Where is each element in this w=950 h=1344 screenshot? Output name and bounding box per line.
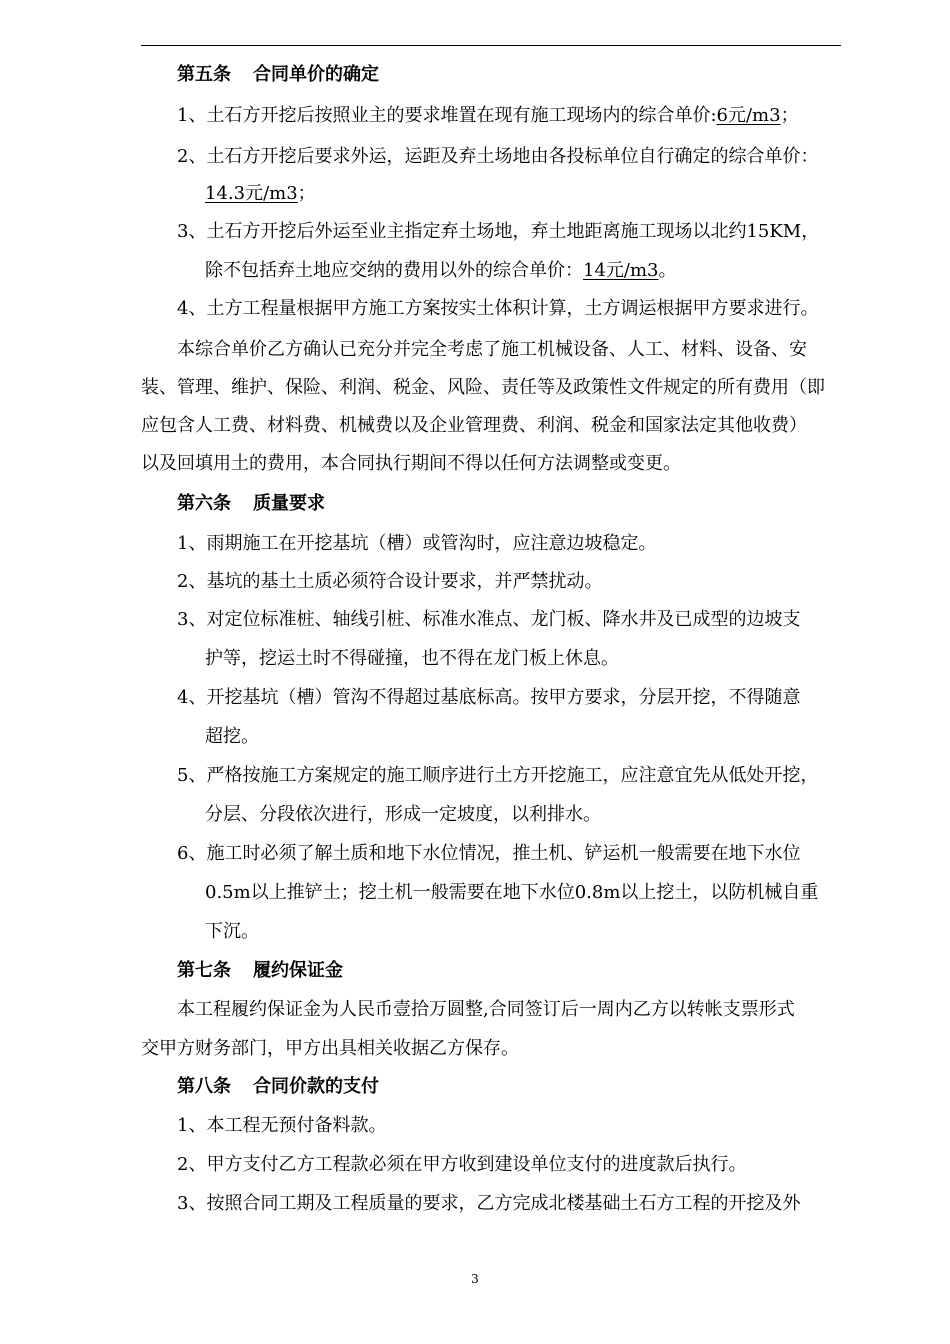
article6-item6-line1: 6、施工时必须了解土质和地下水位情况，推土机、铲运机一般需要在地下水位: [177, 843, 801, 864]
article8-item2: 2、甲方支付乙方工程款必须在甲方收到建设单位支付的进度款后执行。: [177, 1154, 747, 1175]
article6-item4-line2: 超挖。: [205, 726, 259, 747]
article5-item3-line2: [205, 259, 677, 283]
article5-para-line3: 应包含人工费、材料费、机械费以及企业管理费、利润、税金和国家法定其他收费）: [141, 415, 807, 436]
article5-item1-post: ；: [780, 105, 799, 126]
article5-item1-price: 6元/m3: [716, 105, 781, 126]
article5-item1-text: 1、土石方开挖后按照业主的要求堆置在现有施工现场内的综合单价:: [177, 105, 717, 126]
article5-item2-price: 14.3元/m3: [205, 183, 298, 204]
article5-item4: 4、土方工程量根据甲方施工方案按实土体积计算，土方调运根据甲方要求进行。: [177, 298, 819, 319]
article8-heading: [177, 1075, 379, 1099]
article5-item3-text: 除不包括弃土地应交纳的费用以外的综合单价：: [205, 260, 583, 281]
article6-item6-line2: 0.5m以上推铲土；挖土机一般需要在地下水位0.8m以上挖土，以防机械自重: [205, 882, 819, 903]
article5-item2-line1: 2、土石方开挖后要求外运，运距及弃土场地由各投标单位自行确定的综合单价：: [177, 146, 819, 167]
article6-item3-line2: 护等，挖运土时不得碰撞，也不得在龙门板上休息。: [205, 648, 619, 669]
article7-heading-num: 第七条: [177, 960, 231, 981]
article7-para-line1: 本工程履约保证金为人民币壹拾万圆整,合同签订后一周内乙方以转帐支票形式: [177, 999, 795, 1020]
article7-heading-title: 履约保证金: [253, 960, 343, 981]
article8-item1: 1、本工程无预付备料款。: [177, 1115, 387, 1136]
article5-item3-line1: 3、土石方开挖后外运至业主指定弃土场地，弃土地距离施工现场以北约15KM，: [177, 221, 820, 242]
article6-item2: 2、基坑的基土土质必须符合设计要求，并严禁扰动。: [177, 571, 603, 592]
article6-item5-line2: 分层、分段依次进行，形成一定坡度，以利排水。: [205, 804, 601, 825]
article6-item4-line1: 4、开挖基坑（槽）管沟不得超过基底标高。按甲方要求，分层开挖，不得随意: [177, 687, 801, 708]
article5-item3-price: 14元/m3: [583, 260, 659, 281]
article5-heading: [177, 63, 379, 87]
header-rule: [141, 45, 841, 46]
article6-item1: 1、雨期施工在开挖基坑（槽）或管沟时，应注意边坡稳定。: [177, 533, 657, 554]
article7-para-line2: 交甲方财务部门，甲方出具相关收据乙方保存。: [141, 1038, 519, 1059]
article5-item2-line2: [205, 182, 316, 206]
article6-item3-line1: 3、对定位标准桩、轴线引桩、标准水准点、龙门板、降水井及已成型的边坡支: [177, 609, 801, 630]
article5-item3-post: 。: [658, 260, 677, 281]
article5-item1: [177, 104, 799, 128]
article5-item2-post: ；: [297, 183, 316, 204]
article6-item6-line3: 下沉。: [205, 921, 259, 942]
article5-para-line4: 以及回填用土的费用，本合同执行期间不得以任何方法调整或变更。: [141, 453, 681, 474]
article7-heading: [177, 959, 343, 983]
article5-para-line2: 装、管理、维护、保险、利润、税金、风险、责任等及政策性文件规定的所有费用（即: [141, 377, 825, 398]
article8-heading-num: 第八条: [177, 1076, 231, 1097]
article6-heading-num: 第六条: [177, 493, 231, 514]
article5-heading-num: 第五条: [177, 64, 231, 85]
article8-heading-title: 合同价款的支付: [253, 1076, 379, 1097]
page-number: 3: [471, 1272, 479, 1286]
article6-item5-line1: 5、严格按施工方案规定的施工顺序进行土方开挖施工，应注意宜先从低处开挖，: [177, 765, 819, 786]
article6-heading-title: 质量要求: [253, 493, 325, 514]
article8-item3-line1: 3、按照合同工期及工程质量的要求，乙方完成北楼基础土石方工程的开挖及外: [177, 1193, 801, 1214]
article5-heading-title: 合同单价的确定: [253, 64, 379, 85]
article5-para-line1: 本综合单价乙方确认已充分并完全考虑了施工机械设备、人工、材料、设备、安: [177, 339, 807, 360]
article6-heading: [177, 492, 325, 516]
